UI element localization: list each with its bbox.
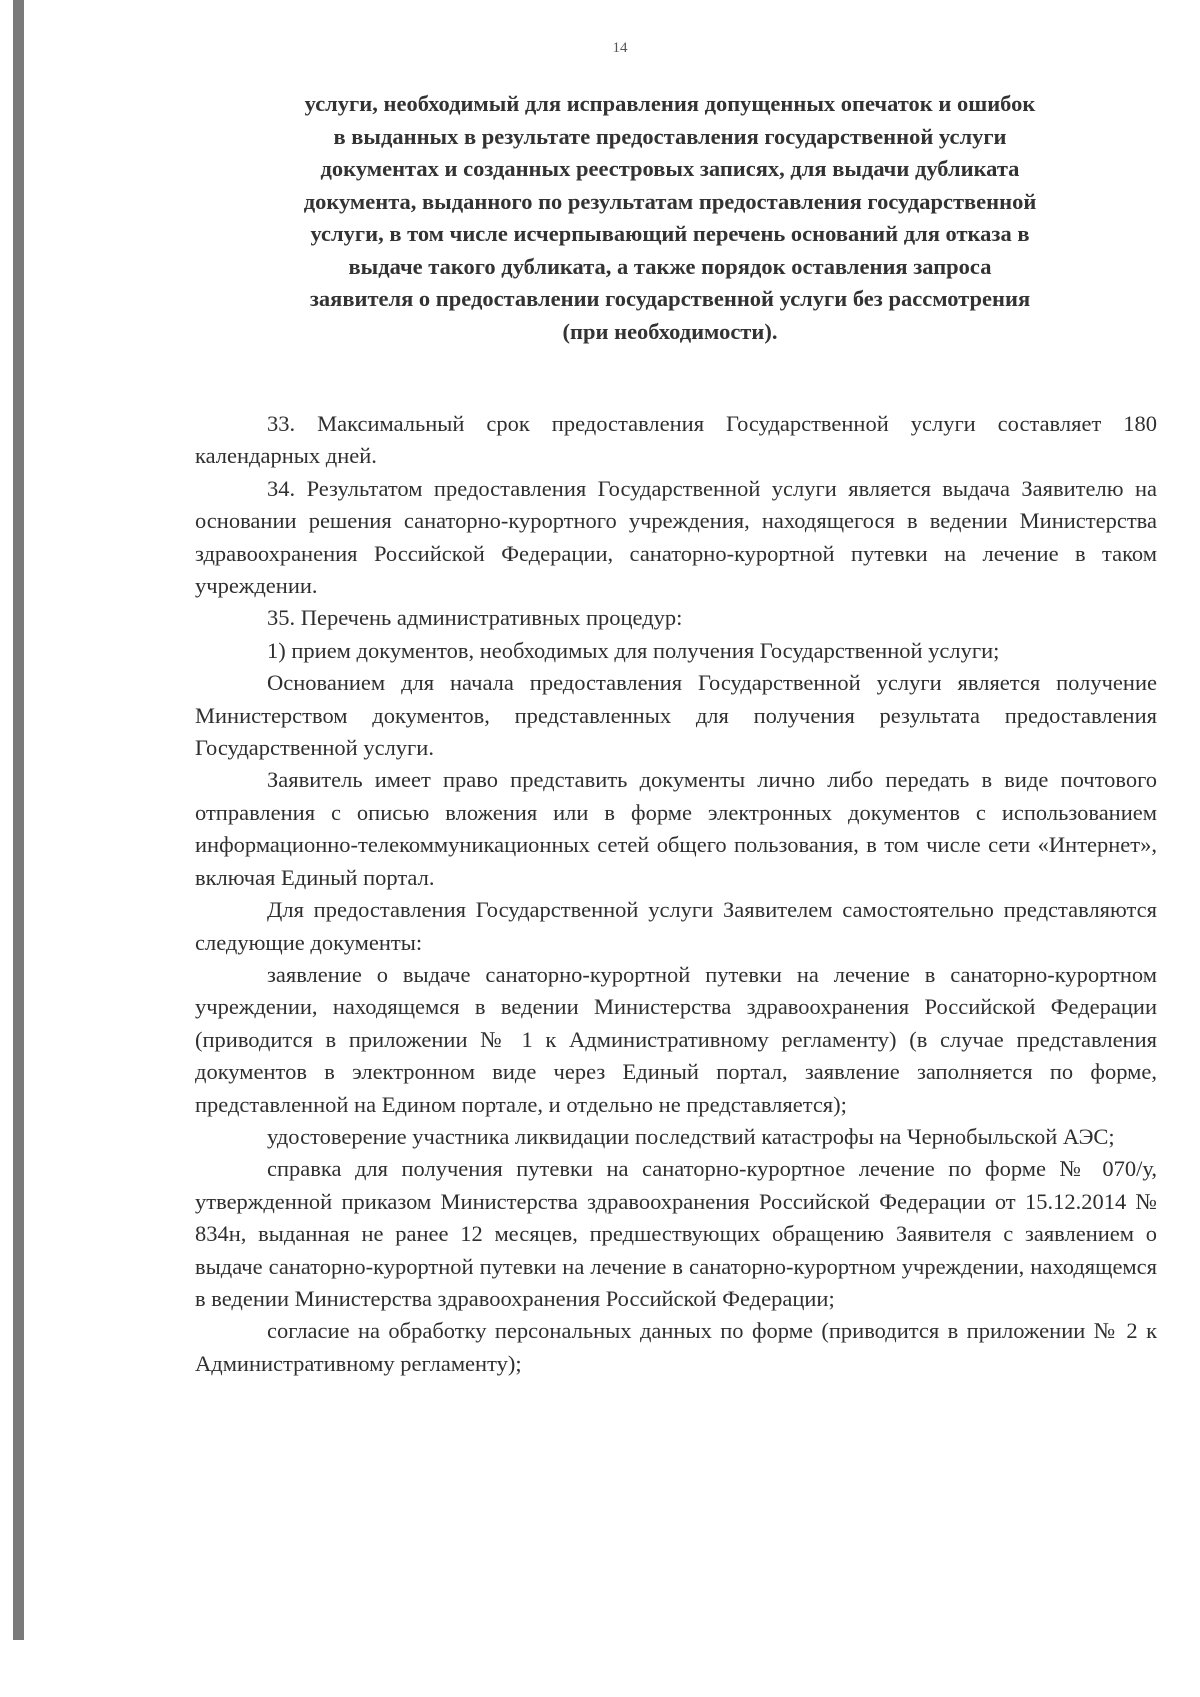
heading-line: выдаче такого дубликата, а также порядок оставления запроса xyxy=(348,253,992,279)
paragraph: Заявитель имеет право представить документы лично либо передать в виде почтового отправления с описью вложения или в форме электронных документов с использованием информационно-телекоммуникационных сетей общего пользования, в том числе сети «Интернет», включая Единый портал. xyxy=(195,767,1157,890)
paragraph-35: 35. Перечень административных процедур: xyxy=(267,605,683,631)
heading-line: документах и созданных реестровых записях, для выдачи дубликата xyxy=(320,156,1020,181)
section-heading xyxy=(190,88,1150,348)
heading-line: документа, выданного по результатам предоставления государственной xyxy=(303,188,1037,214)
paragraph: Для предоставления Государственной услуги Заявителем самостоятельно представляются следующие документы: xyxy=(195,897,1157,955)
page-number: 14 xyxy=(612,40,628,56)
document-list-item: заявление о выдаче санаторно-курортной путевки на лечение в санаторно-курортном учреждении, находящемся в ведении Министерства здравоохранения Российской Федерации (приводится в приложении № 1 к Административному регламенту) (в случае представления документов в электронном виде через Единый портал, заявление заполняется по форме, представленной на Едином портале, и отдельно не представляется); xyxy=(195,961,1157,1117)
scan-edge-shadow xyxy=(13,0,24,1640)
heading-line: услуги, в том числе исчерпывающий перечень оснований для отказа в xyxy=(310,221,1030,246)
heading-line: заявителя о предоставлении государственной услуги без рассмотрения xyxy=(309,286,1031,311)
paragraph: Основанием для начала предоставления Государственной услуги является получение Министерством документов, представленных для получения результата предоставления Государственной услуги. xyxy=(195,670,1157,761)
document-list-item: согласие на обработку персональных данных по форме (приводится в приложении № 2 к Административному регламенту); xyxy=(195,1318,1157,1376)
paragraph-34: 34. Результатом предоставления Государственной услуги является выдача Заявителю на основании решения санаторно-курортного учреждения, находящегося в ведении Министерства здравоохранения Российской Федерации, санаторно-курортной путевки на лечение в таком учреждении. xyxy=(195,475,1157,599)
paragraph-33: 33. Максимальный срок предоставления Государственной услуги составляет 180 календарных дней. xyxy=(195,411,1157,469)
heading-line: услуги, необходимый для исправления допущенных опечаток и ошибок xyxy=(304,91,1036,116)
heading-line: (при необходимости). xyxy=(562,318,778,344)
document-list-item: справка для получения путевки на санаторно-курортное лечение по форме № 070/у, утвержденной приказом Министерства здравоохранения Российской Федерации от 15.12.2014 № 834н, выданная не ранее 12 месяцев, предшествующих обращению Заявителя с заявлением о выдаче санаторно-курортной путевки на лечение в санаторно-курортном учреждении, находящемся в ведении Министерства здравоохранения Российской Федерации; xyxy=(195,1156,1157,1311)
list-item-1: 1) прием документов, необходимых для получения Государственной услуги; xyxy=(267,637,1000,663)
heading-line: в выданных в результате предоставления государственной услуги xyxy=(333,123,1007,149)
document-list-item: удостоверение участника ликвидации последствий катастрофы на Чернобыльской АЭС; xyxy=(267,1123,1115,1149)
document-body xyxy=(195,408,1157,1380)
